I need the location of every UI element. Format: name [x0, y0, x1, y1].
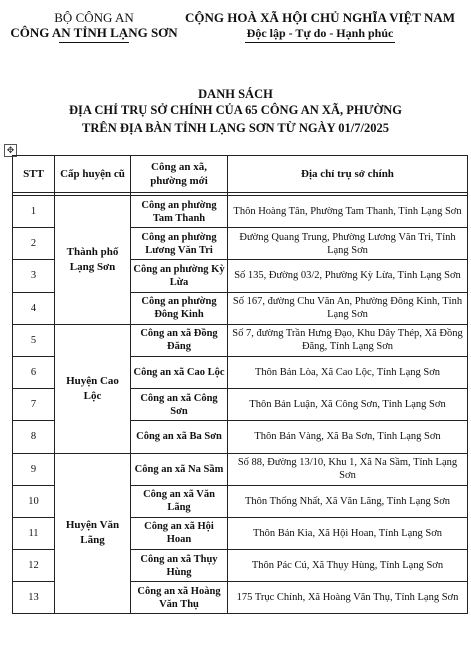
header-stt: STT [13, 156, 55, 193]
stt-cell: 8 [13, 421, 55, 453]
stt-cell: 11 [13, 517, 55, 549]
old-district-cell: Huyện Văn Lãng [55, 453, 131, 614]
address-cell: Thôn Pác Cú, Xã Thụy Hùng, Tỉnh Lạng Sơn [228, 550, 468, 582]
new-unit-cell: Công an phường Lương Văn Tri [131, 228, 228, 260]
table-row [13, 324, 468, 356]
address-cell: Thôn Hoàng Tân, Phường Tam Thanh, Tỉnh Lạng Sơn [228, 196, 468, 228]
unit-name: CÔNG AN TỈNH LẠNG SƠN [10, 25, 178, 40]
header-left-underline [59, 42, 129, 43]
address-cell: Đường Quang Trung, Phường Lương Văn Tri, Tỉnh Lạng Sơn [228, 228, 468, 260]
header-old-district: Cấp huyện cũ [55, 156, 131, 193]
address-table [12, 155, 468, 614]
header-right [170, 10, 470, 43]
stt-cell: 6 [13, 356, 55, 388]
motto: Độc lập - Tự do - Hạnh phúc [246, 26, 394, 40]
table-row [13, 196, 468, 228]
table-move-handle-icon[interactable]: ✥ [4, 144, 17, 157]
agency-name: BỘ CÔNG AN [54, 10, 134, 25]
address-cell: Thôn Bản Lòa, Xã Cao Lộc, Tỉnh Lạng Sơn [228, 356, 468, 388]
stt-cell: 2 [13, 228, 55, 260]
stt-cell: 3 [13, 260, 55, 292]
document-subtitle-2: TRÊN ĐỊA BÀN TỈNH LẠNG SƠN TỪ NGÀY 01/7/2025 [82, 121, 389, 135]
new-unit-cell: Công an xã Đồng Đăng [131, 324, 228, 356]
address-cell: Thôn Thống Nhất, Xã Văn Lãng, Tỉnh Lạng Sơn [228, 485, 468, 517]
document-subtitle-1: ĐỊA CHỈ TRỤ SỞ CHÍNH CỦA 65 CÔNG AN XÃ, PHƯỜNG [68, 103, 402, 117]
old-district-cell: Huyện Cao Lộc [55, 324, 131, 453]
address-cell: Số 7, đường Trần Hưng Đạo, Khu Dây Thép, Xã Đồng Đăng, Tỉnh Lạng Sơn [228, 324, 468, 356]
address-cell: Số 167, đường Chu Văn An, Phường Đông Kinh, Tỉnh Lạng Sơn [228, 292, 468, 324]
stt-cell: 12 [13, 550, 55, 582]
new-unit-cell: Công an xã Thụy Hùng [131, 550, 228, 582]
address-cell: Thôn Bản Luận, Xã Công Sơn, Tỉnh Lạng Sơn [228, 389, 468, 421]
country-name: CỘNG HOÀ XÃ HỘI CHỦ NGHĨA VIỆT NAM [184, 10, 456, 25]
new-unit-cell: Công an xã Công Sơn [131, 389, 228, 421]
stt-cell: 7 [13, 389, 55, 421]
stt-cell: 1 [13, 196, 55, 228]
new-unit-cell: Công an phường Đông Kinh [131, 292, 228, 324]
stt-cell: 10 [13, 485, 55, 517]
old-district-cell: Thành phố Lạng Sơn [55, 196, 131, 325]
address-cell: 175 Trục Chính, Xã Hoàng Văn Thụ, Tỉnh Lạng Sơn [228, 582, 468, 614]
new-unit-cell: Công an xã Hội Hoan [131, 517, 228, 549]
table-body [13, 196, 468, 614]
new-unit-cell: Công an xã Hoàng Văn Thụ [131, 582, 228, 614]
new-unit-cell: Công an xã Ba Sơn [131, 421, 228, 453]
header-address: Địa chỉ trụ sở chính [228, 156, 468, 193]
new-unit-cell: Công an xã Văn Lãng [131, 485, 228, 517]
address-cell: Số 135, Đường 03/2, Phường Kỳ Lừa, Tỉnh Lạng Sơn [228, 260, 468, 292]
stt-cell: 4 [13, 292, 55, 324]
address-cell: Thôn Bản Vàng, Xã Ba Sơn, Tỉnh Lạng Sơn [228, 421, 468, 453]
stt-cell: 5 [13, 324, 55, 356]
new-unit-cell: Công an phường Tam Thanh [131, 196, 228, 228]
header-new-unit: Công an xã, phường mới [131, 156, 228, 193]
table-row [13, 453, 468, 485]
new-unit-cell: Công an xã Cao Lộc [131, 356, 228, 388]
new-unit-cell: Công an xã Na Sầm [131, 453, 228, 485]
header-left [4, 10, 184, 43]
new-unit-cell: Công an phường Kỳ Lừa [131, 260, 228, 292]
address-cell: Số 88, Đường 13/10, Khu 1, Xã Na Sầm, Tỉnh Lạng Sơn [228, 453, 468, 485]
address-cell: Thôn Bản Kia, Xã Hội Hoan, Tỉnh Lạng Sơn [228, 517, 468, 549]
header-right-underline [245, 42, 395, 43]
stt-cell: 9 [13, 453, 55, 485]
stt-cell: 13 [13, 582, 55, 614]
table-header-row [13, 156, 468, 193]
document-title: DANH SÁCH [198, 87, 273, 101]
